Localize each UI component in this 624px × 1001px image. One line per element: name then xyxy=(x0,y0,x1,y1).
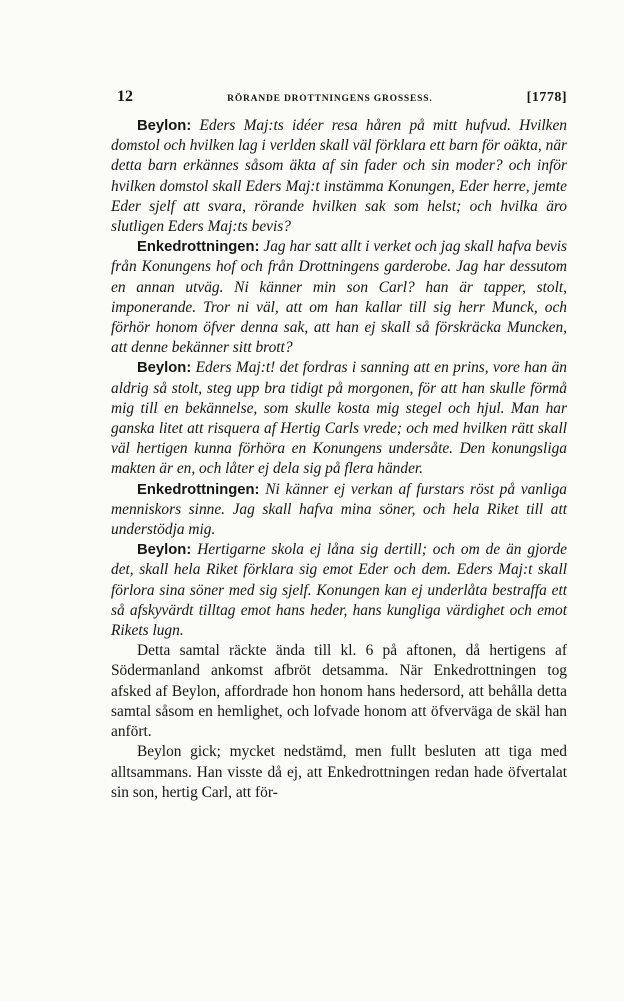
speaker-name: Beylon: xyxy=(137,360,192,377)
narrative-paragraph: Detta samtal räckte ända till kl. 6 på aftonen, då hertigens af Södermanland ankomst afbröt detsamma. När Enkedrottningen tog afsked af Beylon, affordrade hon honom hans hedersord, att behålla detta samtal såsom en hemlighet, och lofvade honom att öfverväga de skäl han anfört. xyxy=(111,642,567,741)
dialogue-paragraph xyxy=(111,116,567,237)
narrative-paragraph: Beylon gick; mycket nedstämd, men fullt besluten att tiga med alltsammans. Han visste då ej, att Enkedrottningen redan hade öfvertalat sin son, hertig Carl, att för- xyxy=(111,743,567,801)
speaker-name: Beylon: xyxy=(137,542,192,559)
page-body xyxy=(111,116,567,803)
document-page xyxy=(111,88,567,803)
dialogue-paragraph xyxy=(111,480,567,541)
running-title: RÖRANDE DROTTNINGENS GROSSESS. xyxy=(227,94,433,104)
speaker-name: Beylon: xyxy=(137,118,192,134)
page-number: 12 xyxy=(117,88,133,105)
speaker-name: Enkedrottningen: xyxy=(137,239,260,256)
header-year: [1778] xyxy=(526,90,567,105)
dialogue-paragraph xyxy=(111,540,567,641)
dialogue-paragraph xyxy=(111,358,567,479)
speech-text: Jag har satt allt i verket och jag skall hafva bevis från Konungens hof och från Drottningens garderobe. Jag har dessutom en annan utväg. Ni känner min son Carl? han är tapper, stolt, imponerande. Tror ni väl, att om han kallar till sig herr Munck, och förhör honom öfver denna sak, att han ej skall så förskräcka Muncken, att denne bekänner sitt brott? xyxy=(111,238,567,357)
speech-text: Hertigarne skola ej låna sig dertill; och om de än gjorde det, skall hela Riket förklara sig emot Eder och dem. Eders Maj:t skall förlora sina söner med sig sjelf. Konungen kan ej underlåta bestraffa ett så afskyvärdt tilltag emot hans heder, hans kungliga värdighet och emot Rikets lugn. xyxy=(111,541,567,640)
dialogue-paragraph xyxy=(111,237,567,358)
speech-text: Ni känner ej verkan af furstars röst på vanliga menniskors sinne. Jag skall hafva mina söner, och hela Riket till att understödja mig. xyxy=(111,480,567,539)
speech-text: Eders Maj:t! det fordras i sanning att en prins, vore han än aldrig så stolt, steg upp bra tidigt på morgonen, för att han skulle förmå mig till en bekännelse, som skulle kosta mig stegel och hjul. Man har ganska litet att risquera af Hertig Carls vrede; och med hvilken rätt skall väl hertigen kunna förhöra en Konungens undersåte. Den konungsliga makten är en, och låter ej dela sig på flera händer. xyxy=(111,359,567,478)
speaker-name: Enkedrottningen: xyxy=(137,481,260,498)
speech-text: Eders Maj:ts idéer resa håren på mitt hufvud. Hvilken domstol och hvilken lag i verlden skall väl förklara ett barn för oäkta, när detta barn erkännes såsom äkta af sin fader och sin moder? och inför hvilken domstol skall Eders Maj:t instämma Konungen, Eder herre, jemte Eder sjelf att svara, rörande hvilken sak som helst; och hvilka äro slutligen Eders Maj:ts bevis? xyxy=(111,117,567,236)
page-header xyxy=(111,88,567,110)
